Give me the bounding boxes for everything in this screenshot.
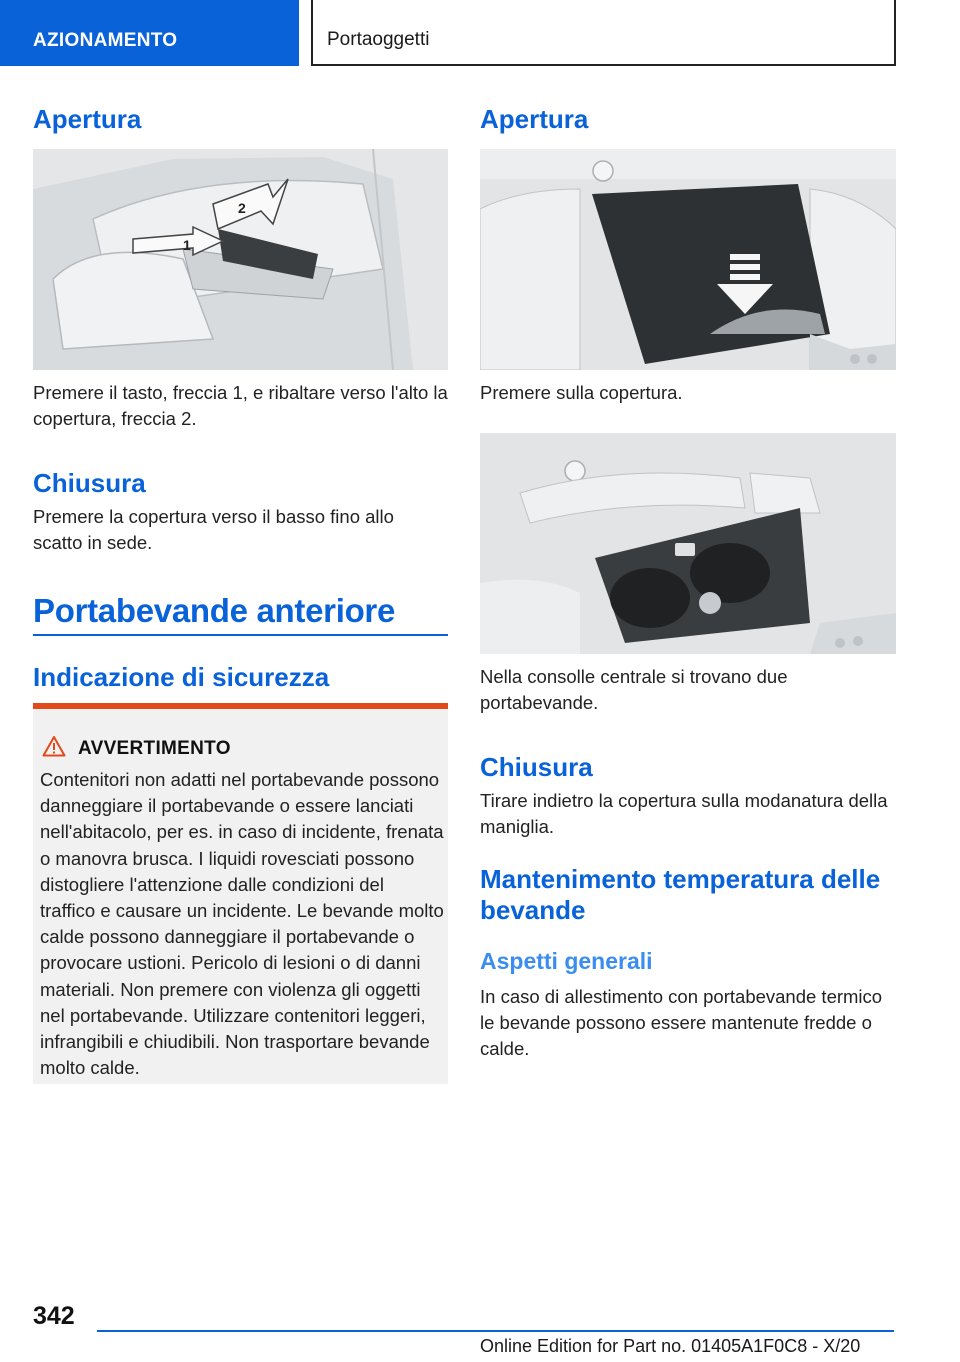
header-section-label: AZIONAMENTO [33,30,178,51]
right-chiusura-text: Tirare indietro la copertura sulla modanatura della maniglia. [480,790,888,837]
safety-heading: Indicazione di sicurezza [33,662,330,692]
footer-rule [97,1330,894,1332]
footer-edition: Online Edition for Part no. 01405A1F0C8 - X/20 [480,1336,861,1356]
section-rule [33,634,448,636]
warning-box [33,703,448,1084]
console-cover-illustration [480,149,896,370]
general-heading: Aspetti generali [480,948,653,974]
arrow-label-1: 1 [183,237,191,253]
arrow-label-2: 2 [238,200,246,216]
left-apertura-heading: Apertura [33,104,142,134]
section-heading-portabevande: Portabevande anteriore [33,592,396,629]
warning-title: AVVERTIMENTO [78,738,231,759]
warning-triangle-icon [42,735,66,757]
header-chapter-label: Portaoggetti [327,29,430,50]
warning-text: Contenitori non adatti nel portabevande possono danneggiare il portabevande o essere lanciati nell'abitacolo, per es. in caso di incidente, frenata o manovra brusca. I liquidi rovesciati possono distogliere l'attenzione dalle condizioni del traffico e causare un incidente. Le bevande molto calde possono danneggiare il portabevande o provocare ustioni. Pericolo di lesioni o di danni materiali. Non premere con violenza gli oggetti nel portabevande. Utilizzare contenitori leggeri, infrangibili e chiudibili. Non trasportare bevande molto calde. [40,769,444,1079]
cupholder-illustration [480,433,896,654]
temp-heading: Mantenimento temperatura delle bevande [480,864,881,925]
left-image-caption: Premere il tasto, freccia 1, e ribaltare verso l'alto la copertura, freccia 2. [33,382,448,429]
right-image2-caption: Nella consolle centrale si trovano due portabevande. [480,666,788,713]
right-apertura-heading: Apertura [480,104,589,134]
header-section-tab [0,0,299,66]
left-chiusura-text: Premere la copertura verso il basso fino allo scatto in sede. [33,506,394,553]
page-number: 342 [33,1302,75,1330]
header-chapter-box [311,0,896,66]
right-image1-caption: Premere sulla copertura. [480,382,683,403]
right-chiusura-heading: Chiusura [480,752,593,782]
armrest-illustration [33,149,448,370]
left-chiusura-heading: Chiusura [33,468,146,498]
general-text: In caso di allestimento con portabevande termico le bevande possono essere mantenute fredde o calde. [480,986,883,1059]
